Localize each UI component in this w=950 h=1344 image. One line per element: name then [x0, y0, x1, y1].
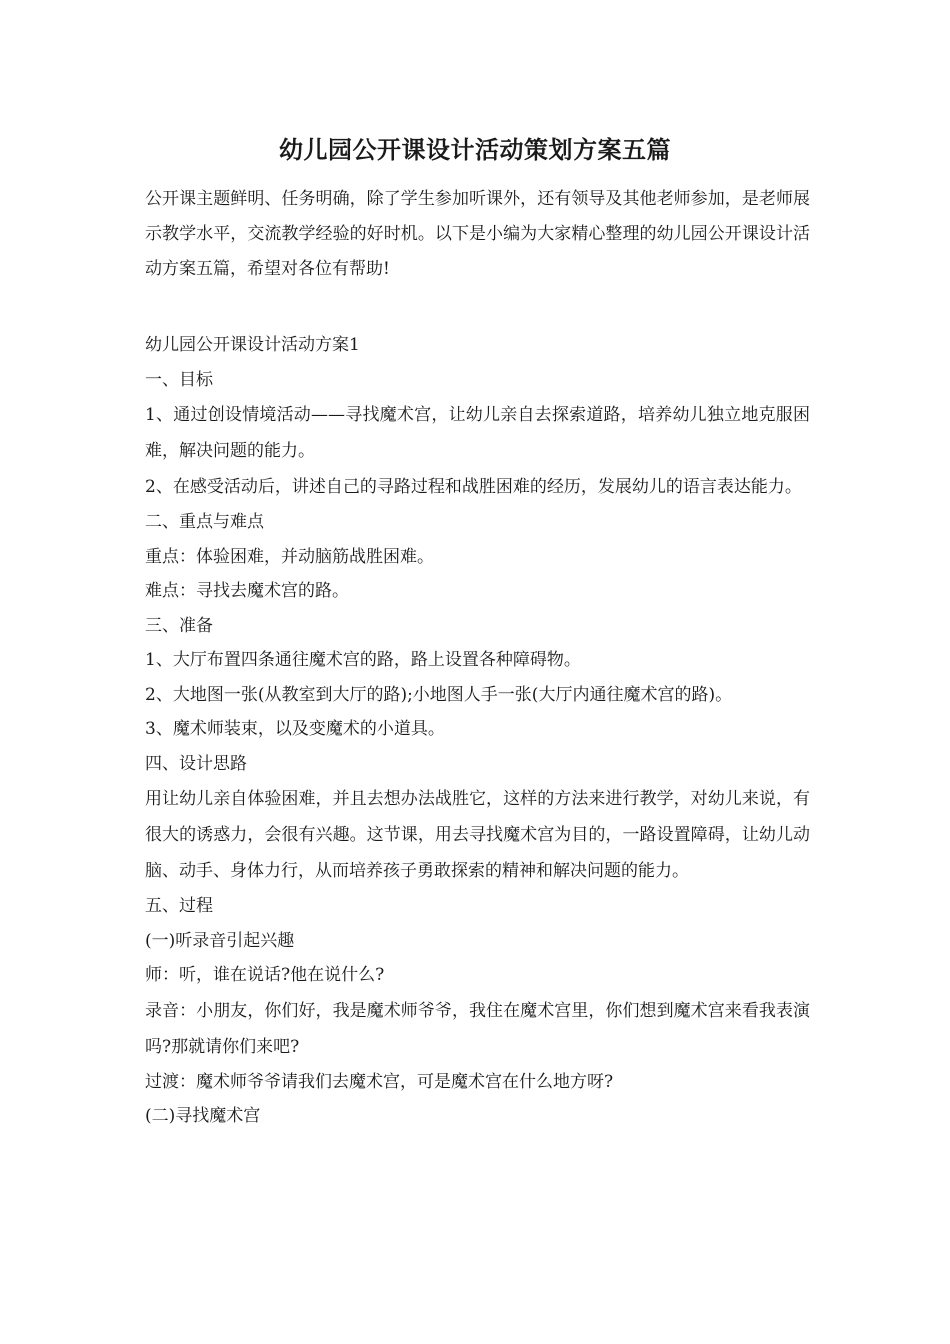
paragraph: 2、在感受活动后，讲述自己的寻路过程和战胜困难的经历，发展幼儿的语言表达能力。 [145, 477, 802, 497]
section-heading: 一、目标 [145, 369, 213, 390]
section-heading: 五、过程 [145, 896, 213, 916]
paragraph: 难点：寻找去魔术宫的路。 [145, 581, 349, 601]
paragraph: 录音：小朋友，你们好，我是魔术师爷爷，我住在魔术宫里，你们想到魔术宫来看我表演吗?那就请你们来吧? [145, 1000, 810, 1057]
paragraph: 用让幼儿亲自体验困难，并且去想办法战胜它，这样的方法来进行教学，对幼儿来说，有很大的诱惑力，会很有兴趣。这节课，用去寻找魔术宫为目的，一路设置障碍，让幼儿动脑、动手、身体力行，从而培养孩子勇敢探索的精神和解决问题的能力。 [145, 789, 810, 881]
paragraph: 过渡：魔术师爷爷请我们去魔术宫，可是魔术宫在什么地方呀? [145, 1071, 614, 1092]
document-body [145, 328, 810, 1134]
paragraph: 师：听，谁在说话?他在说什么? [145, 965, 385, 985]
paragraph: 1、大厅布置四条通往魔术宫的路，路上设置各种障碍物。 [145, 650, 581, 670]
section-heading: 四、设计思路 [145, 753, 247, 774]
section-heading: 幼儿园公开课设计活动方案1 [145, 335, 360, 355]
paragraph: (二)寻找魔术宫 [145, 1106, 261, 1126]
paragraph: 重点：体验困难，并动脑筋战胜困难。 [145, 546, 434, 567]
paragraph: 3、魔术师装束，以及变魔术的小道具。 [145, 719, 445, 739]
paragraph: 2、大地图一张(从教室到大厅的路);小地图人手一张(大厅内通往魔术宫的路)。 [145, 684, 733, 705]
paragraph: 1、通过创设情境活动——寻找魔术宫，让幼儿亲自去探索道路，培养幼儿独立地克服困难，解决问题的能力。 [145, 405, 810, 461]
section-heading: 三、准备 [145, 615, 213, 636]
paragraph: (一)听录音引起兴趣 [145, 930, 295, 951]
document-title: 幼儿园公开课设计活动策划方案五篇 [279, 135, 671, 164]
section-heading: 二、重点与难点 [145, 512, 264, 532]
intro-paragraph: 公开课主题鲜明、任务明确，除了学生参加听课外，还有领导及其他老师参加，是老师展示教学水平，交流教学经验的好时机。以下是小编为大家精心整理的幼儿园公开课设计活动方案五篇，希望对各位有帮助! [145, 189, 810, 279]
